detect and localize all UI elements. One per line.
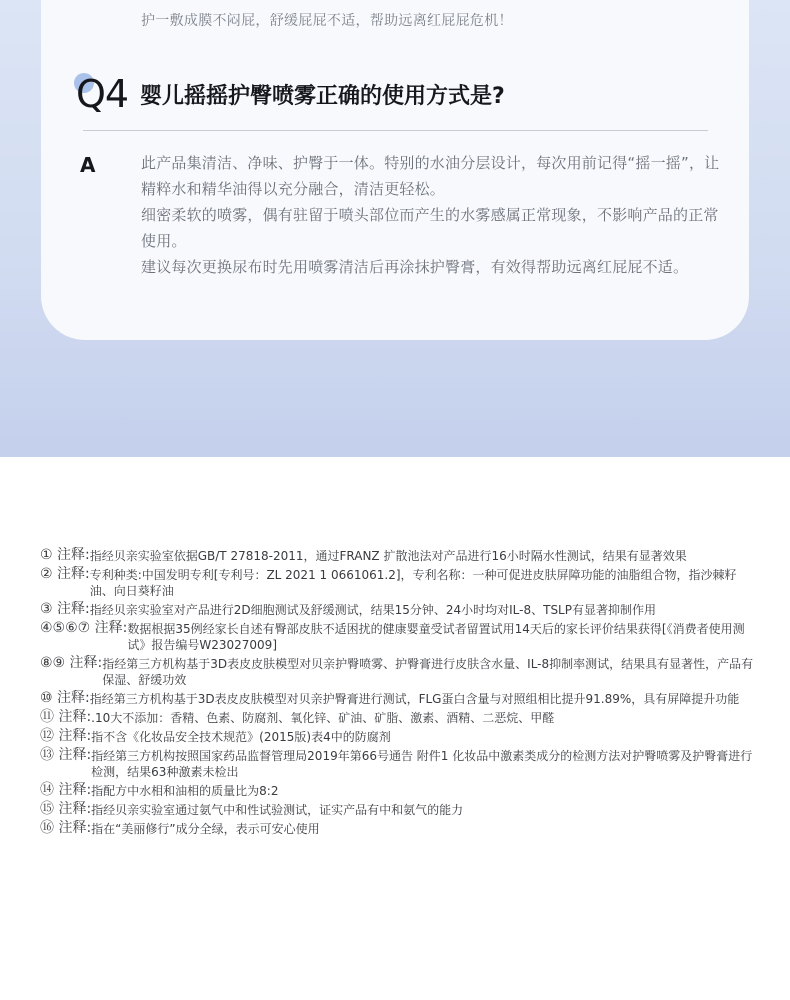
footnote-label: ④⑤⑥⑦ 注释:: [40, 620, 128, 636]
footnote-label: ⑯ 注释:: [40, 820, 92, 836]
footnote: [40, 801, 760, 818]
footnote-label: ⑪ 注释:: [40, 709, 92, 725]
footnote-text: 指不含《化妆品安全技术规范》(2015版)表4中的防腐剂: [91, 730, 391, 744]
footnote-text: 专利种类:中国发明专利[专利号：ZL 2021 1 0661061.2]，专利名称：一种可促进皮肤屏障功能的油脂组合物，指沙棘籽油、向日葵籽油: [89, 568, 737, 598]
footnote: [40, 655, 760, 688]
answer-paragraph: 建议每次更换尿布时先用喷雾清洁后再涂抹护臀膏，有效得帮助远离红屁屁不适。: [141, 258, 689, 276]
divider: [83, 130, 708, 131]
footnote: [40, 620, 760, 653]
footnote-text: 指配方中水相和油相的质量比为8:2: [91, 784, 279, 798]
footnote-label: ⑮ 注释:: [40, 801, 92, 817]
footnote-text: .10大不添加：香精、色素、防腐剂、氧化锌、矿油、矿脂、激素、酒精、二恶烷、甲醛: [91, 711, 555, 725]
footnote-text: 指经第三方机构基于3D表皮皮肤模型对贝亲护臀喷雾、护臀膏进行皮肤含水量、IL-8抑制率测试，结果具有显著性，产品有保湿、舒缓功效: [102, 657, 754, 687]
footnote: [40, 820, 760, 837]
footnote-label: ⑩ 注释:: [40, 690, 90, 706]
footnote-label: ⑫ 注释:: [40, 728, 92, 744]
footnote: [40, 782, 760, 799]
footnote-text: 指经贝亲实验室依据GB/T 27818-2011，通过FRANZ 扩散池法对产品进行16小时隔水性测试，结果有显著效果: [89, 549, 687, 563]
footnote: [40, 747, 760, 780]
footnote: [40, 709, 760, 726]
footnote: [40, 601, 760, 618]
footnote-label: ③ 注释:: [40, 601, 90, 617]
footnote-label: ① 注释:: [40, 547, 90, 563]
answer-body: [141, 150, 721, 280]
footnote-text: 数据根据35例经家长自述有臀部皮肤不适困扰的健康婴童受试者留置试用14天后的家长评价结果获得[《消费者使用测试》报告编号W23027009]: [127, 622, 745, 652]
question-header: [76, 70, 696, 120]
footnote-text: 指经贝亲实验室对产品进行2D细胞测试及舒缓测试，结果15分钟、24小时均对IL-8、TSLP有显著抑制作用: [89, 603, 656, 617]
footnote-text: 指在“美丽修行”成分全绿，表示可安心使用: [91, 822, 320, 836]
answer-marker: A: [80, 153, 96, 177]
previous-answer-tail: 护一敷成膜不闷屁，舒缓屁屁不适，帮助远离红屁屁危机！: [141, 13, 513, 29]
footnote-text: 指经第三方机构基于3D表皮皮肤模型对贝亲护臀膏进行测试，FLG蛋白含量与对照组相比提升91.89%，具有屏障提升功能: [89, 692, 740, 706]
footnote-label: ⑧⑨ 注释:: [40, 655, 103, 671]
footnote-label: ⑬ 注释:: [40, 747, 92, 763]
footnote-text: 指经贝亲实验室通过氨气中和性试验测试，证实产品有中和氨气的能力: [91, 803, 464, 817]
footnote: [40, 566, 760, 599]
question-number: Q4: [76, 72, 129, 116]
footnote: [40, 547, 760, 564]
footnote-label: ② 注释:: [40, 566, 90, 582]
footnote: [40, 728, 760, 745]
footnote-text: 指经第三方机构按照国家药品监督管理局2019年第66号通告 附件1 化妆品中激素类成分的检测方法对护臀喷雾及护臀膏进行检测，结果63种激素未检出: [91, 749, 753, 779]
footnote: [40, 690, 760, 707]
answer-paragraph: 此产品集清洁、净味、护臀于一体。特别的水油分层设计，每次用前记得“摇一摇”，让精粹水和精华油得以充分融合，清洁更轻松。: [141, 154, 720, 198]
question-title: 婴儿摇摇护臀喷雾正确的使用方式是?: [140, 84, 505, 109]
footnotes: [40, 547, 760, 839]
answer-paragraph: 细密柔软的喷雾，偶有驻留于喷头部位而产生的水雾感属正常现象，不影响产品的正常使用。: [141, 206, 719, 250]
footnote-label: ⑭ 注释:: [40, 782, 92, 798]
